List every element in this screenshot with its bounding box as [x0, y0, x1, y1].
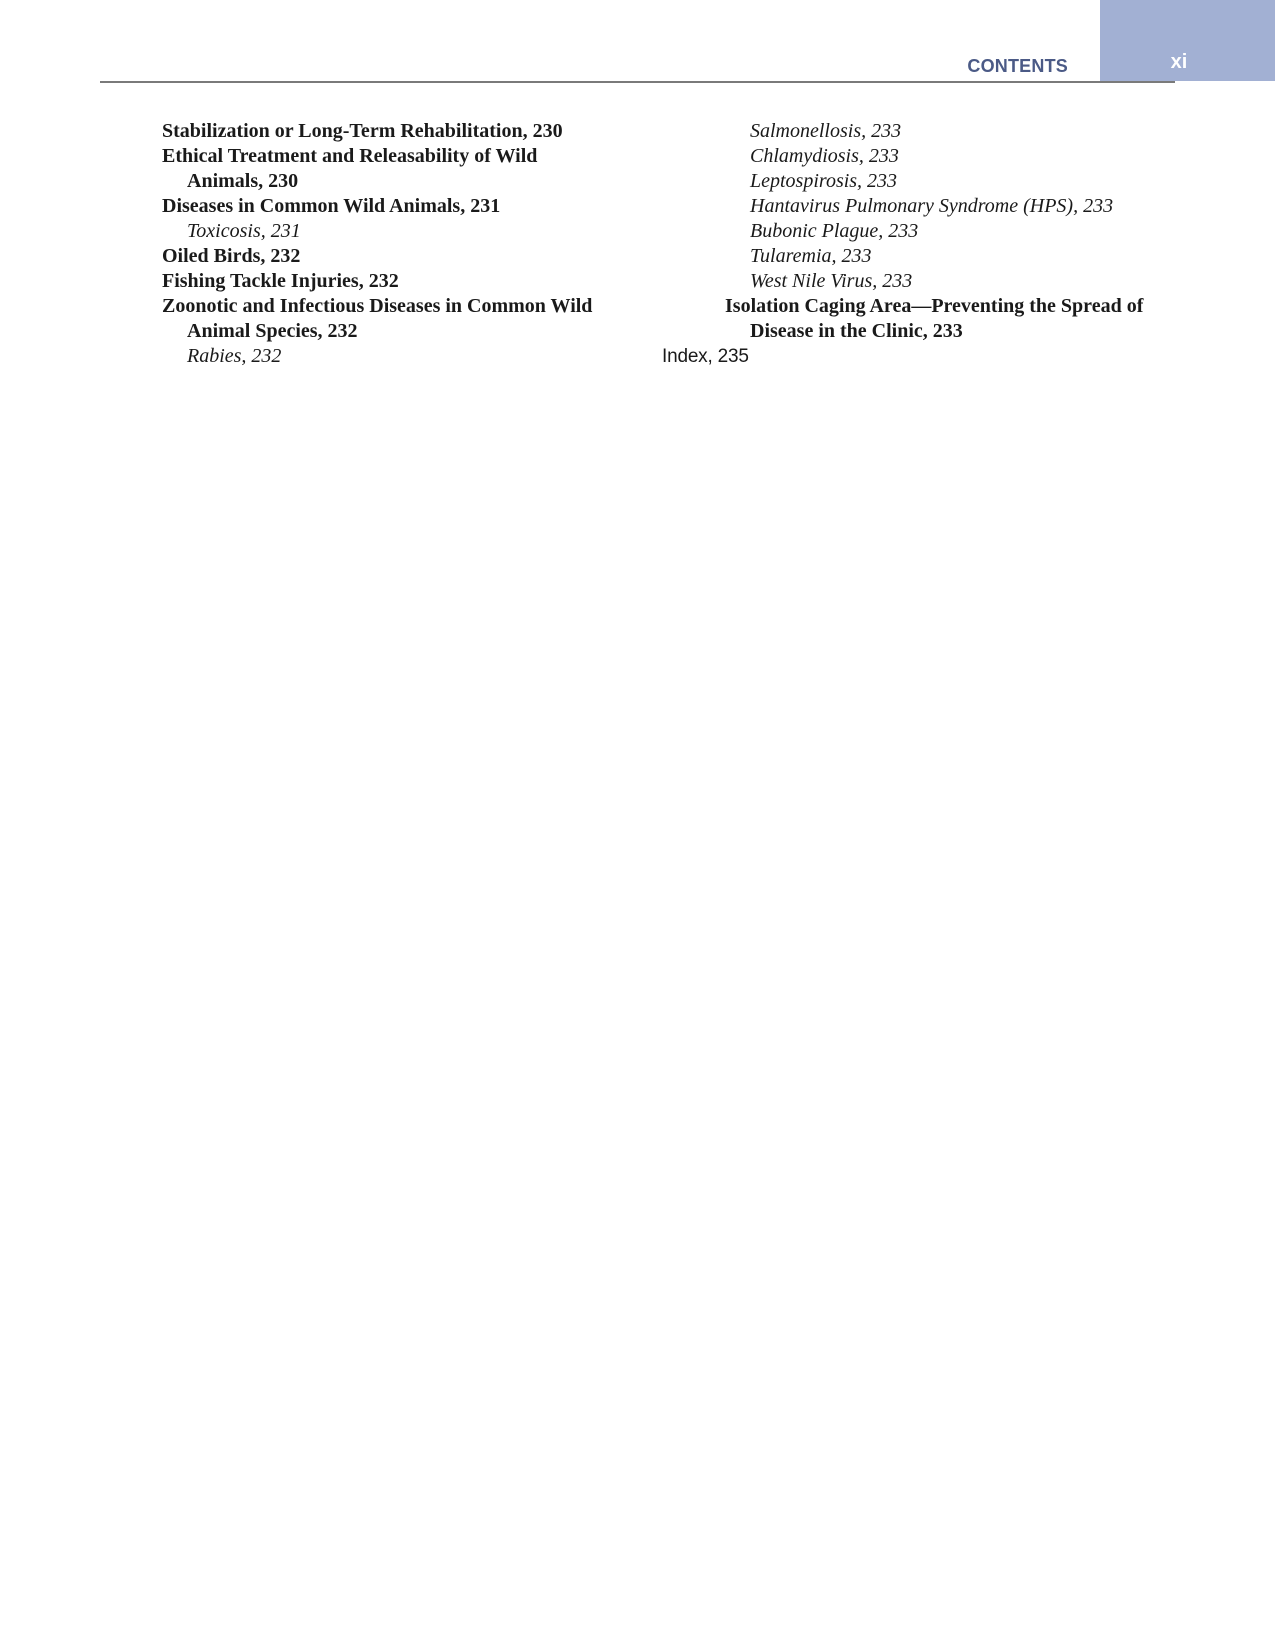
toc-subentry: Tularemia, 233 [750, 245, 872, 267]
toc-subentry: Hantavirus Pulmonary Syndrome (HPS), 233 [750, 195, 1114, 217]
toc-entry: Diseases in Common Wild Animals, 231 [162, 195, 501, 217]
toc-index-entry: Index, 235 [662, 346, 749, 367]
toc-subentry: Leptospirosis, 233 [750, 170, 898, 192]
toc-entry-continuation: Animals, 230 [187, 170, 299, 192]
page-number: xi [1170, 51, 1188, 73]
toc-entry-continuation: Animal Species, 232 [187, 320, 358, 342]
toc-entry: Oiled Birds, 232 [162, 245, 301, 267]
toc-subentry: West Nile Virus, 233 [750, 270, 913, 292]
toc-entry: Stabilization or Long-Term Rehabilitation, 230 [162, 120, 563, 142]
toc-entry-continuation: Disease in the Clinic, 233 [750, 320, 963, 342]
toc-subentry: Bubonic Plague, 233 [750, 220, 919, 242]
toc-subentry: Rabies, 232 [187, 345, 282, 367]
header-rule [100, 81, 1175, 83]
toc-right-column [662, 119, 1182, 369]
toc-left-column [162, 119, 642, 369]
toc-entry: Isolation Caging Area—Preventing the Spread of [725, 295, 1144, 317]
toc-entry: Ethical Treatment and Releasability of Wild [162, 145, 538, 167]
toc-entry: Fishing Tackle Injuries, 232 [162, 270, 399, 292]
toc-subentry: Salmonellosis, 233 [750, 120, 902, 142]
toc-subentry: Chlamydiosis, 233 [750, 145, 899, 167]
toc-subentry: Toxicosis, 231 [187, 220, 301, 242]
toc-entry: Zoonotic and Infectious Diseases in Common Wild [162, 295, 593, 317]
running-head: CONTENTS [967, 56, 1068, 76]
